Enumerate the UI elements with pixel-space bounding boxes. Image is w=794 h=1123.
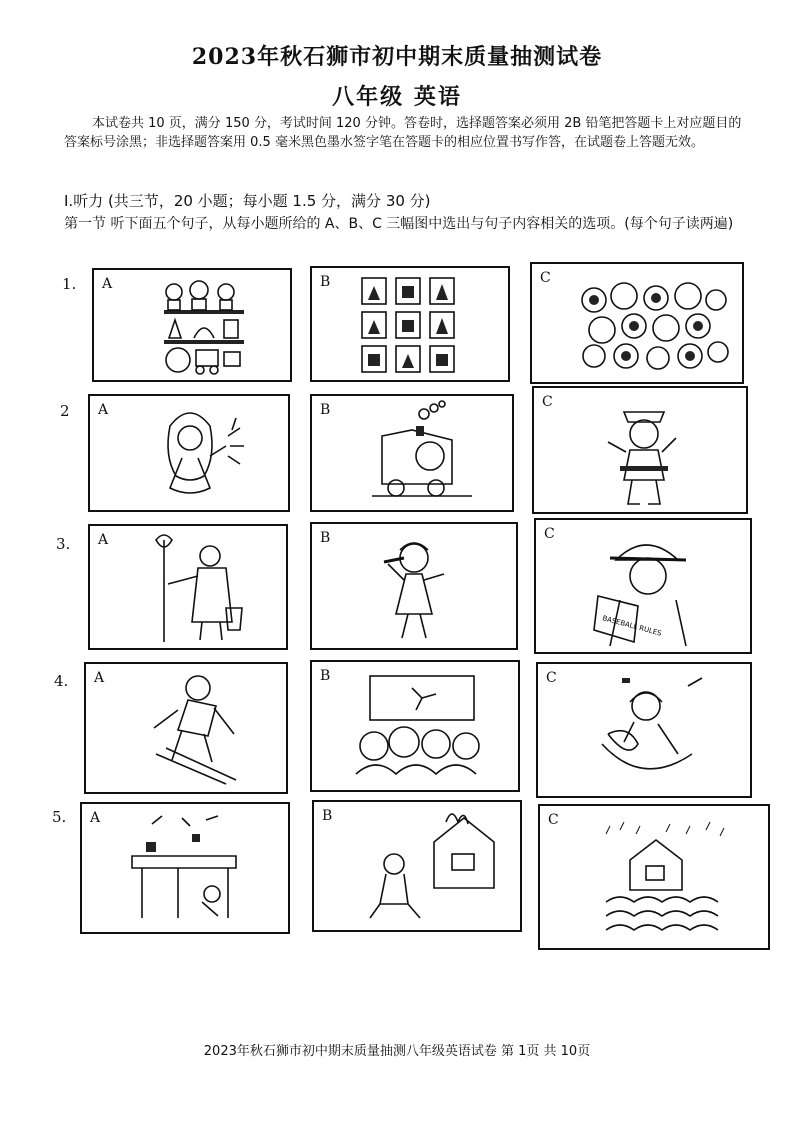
exam-title: 2023年秋石狮市初中期末质量抽测试卷 xyxy=(191,44,603,70)
option-letter: C xyxy=(548,812,559,828)
exam-subtitle: 八年级 英语 xyxy=(332,84,462,110)
option-box[interactable] xyxy=(84,662,288,794)
option-letter: B xyxy=(320,668,331,684)
exam-instructions: 本试卷共 10 页，满分 150 分，考试时间 120 分钟。答卷时，选择题答案必须用 2B 铅笔把答题卡上对应题目的答案标号涂黑；非选择题答案用 0.5 毫米黑色墨水签字笔在答题卡的相应位置书写作答，在试题卷上答题无效。 xyxy=(64,116,742,150)
skier-icon xyxy=(86,664,286,792)
toys-shelf-icon xyxy=(94,270,290,380)
option-box[interactable] xyxy=(80,802,290,934)
option-box[interactable] xyxy=(536,662,752,798)
part-instructions: 第一节 听下面五个句子，从每小题所给的 A、B、C 三幅图中选出与句子内容相关的选项。(每个句子读两遍) xyxy=(64,216,734,232)
question-number: 3. xyxy=(56,535,71,553)
option-box[interactable] xyxy=(88,524,288,650)
option-box[interactable] xyxy=(530,262,744,384)
option-letter: B xyxy=(320,530,331,546)
option-letter: A xyxy=(94,670,105,686)
coins-icon xyxy=(532,264,742,382)
option-box[interactable] xyxy=(538,804,770,950)
question-number: 5. xyxy=(52,808,67,826)
train-icon xyxy=(312,396,512,510)
section-title: Ⅰ.听力 (共三节，20 小题；每小题 1.5 分，满分 30 分) xyxy=(64,192,431,210)
page-footer: 2023年秋石狮市初中期末质量抽测八年级英语试卷 第 1页 共 10页 xyxy=(203,1044,591,1059)
option-letter: B xyxy=(320,402,331,418)
option-box[interactable] xyxy=(532,386,748,514)
option-letter: C xyxy=(542,394,553,410)
option-box[interactable] xyxy=(88,394,290,512)
boy-reading-baseball-rules-icon xyxy=(536,520,750,652)
mopping-person-icon xyxy=(90,526,286,648)
option-box[interactable] xyxy=(92,268,292,382)
option-box[interactable] xyxy=(310,266,510,382)
option-letter: B xyxy=(320,274,331,290)
firefighter-house-fire-icon xyxy=(314,802,520,930)
cinema-audience-icon xyxy=(312,662,518,790)
question-number: 1. xyxy=(62,275,77,293)
book-title: BASEBALL RULES xyxy=(601,614,663,638)
option-letter: C xyxy=(544,526,555,542)
flood-storm-house-icon xyxy=(540,806,768,948)
option-letter: A xyxy=(98,532,109,548)
stamps-icon xyxy=(312,268,508,380)
princess-icon xyxy=(90,396,288,510)
option-letter: C xyxy=(546,670,557,686)
question-number: 4. xyxy=(54,672,69,690)
option-box[interactable] xyxy=(312,800,522,932)
question-number: 2 xyxy=(60,402,70,420)
option-letter: C xyxy=(540,270,551,286)
dentist-icon xyxy=(538,664,750,796)
option-box[interactable] xyxy=(310,394,514,512)
option-letter: A xyxy=(98,402,109,418)
option-box[interactable] xyxy=(310,522,518,650)
option-box[interactable] xyxy=(534,518,752,654)
option-letter: B xyxy=(322,808,333,824)
option-letter: A xyxy=(90,810,101,826)
girl-brushing-teeth-icon xyxy=(312,524,516,648)
earthquake-under-desk-icon xyxy=(82,804,288,932)
option-box[interactable] xyxy=(310,660,520,792)
cat-character-icon xyxy=(534,388,746,512)
option-letter: A xyxy=(102,276,113,292)
